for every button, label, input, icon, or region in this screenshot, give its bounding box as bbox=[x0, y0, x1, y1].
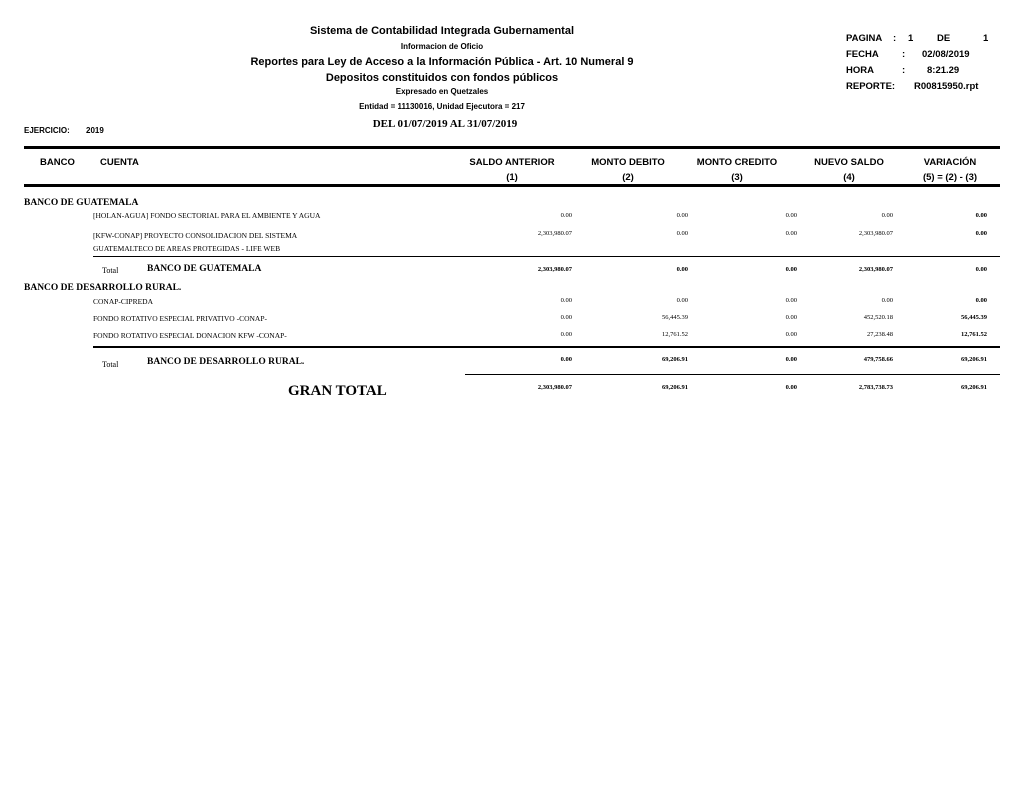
cell-debit: 0.00 bbox=[676, 230, 688, 237]
col-prev-balance-num: (1) bbox=[506, 172, 518, 183]
cell-new-balance: 0.00 bbox=[881, 297, 893, 304]
col-bank: BANCO bbox=[40, 157, 75, 168]
report-system-title: Sistema de Contabilidad Integrada Gubernamental bbox=[309, 25, 575, 37]
col-credit: MONTO CREDITO bbox=[696, 157, 778, 168]
exercise-label: EJERCICIO: bbox=[24, 126, 70, 135]
date-label: FECHA bbox=[846, 49, 879, 60]
total-credit: 0.00 bbox=[785, 356, 797, 363]
cell-new-balance: 27,238.48 bbox=[867, 331, 893, 338]
total-label: Total bbox=[102, 266, 119, 275]
cell-debit: 0.00 bbox=[676, 212, 688, 219]
total-debit: 0.00 bbox=[676, 266, 688, 273]
cell-prev-balance: 0.00 bbox=[560, 297, 572, 304]
cell-variation: 0.00 bbox=[975, 230, 987, 237]
col-account: CUENTA bbox=[100, 157, 139, 168]
report-name: Depositos constituidos con fondos públicos bbox=[325, 72, 559, 84]
cell-debit: 12,761.52 bbox=[662, 331, 688, 338]
col-debit-num: (2) bbox=[622, 172, 634, 183]
col-new-balance-num: (4) bbox=[843, 172, 855, 183]
account-name: [KFW-CONAP] PROYECTO CONSOLIDACION DEL SISTEMA bbox=[93, 231, 298, 240]
bank-name: BANCO DE GUATEMALA bbox=[24, 198, 139, 208]
cell-debit: 56,445.39 bbox=[662, 314, 688, 321]
total-prev-balance: 2,303,980.07 bbox=[537, 266, 572, 273]
subtotal-rule bbox=[93, 346, 1000, 348]
cell-credit: 0.00 bbox=[785, 297, 797, 304]
grand-total-new-balance: 2,783,738.73 bbox=[858, 384, 893, 391]
report-law-title: Reportes para Ley de Acceso a la Información Pública - Art. 10 Numeral 9 bbox=[250, 56, 634, 68]
cell-credit: 0.00 bbox=[785, 314, 797, 321]
report-file-label: REPORTE: bbox=[846, 81, 896, 92]
grand-total-label: GRAN TOTAL bbox=[288, 383, 387, 399]
grand-total-credit: 0.00 bbox=[785, 384, 797, 391]
date-value: 02/08/2019 bbox=[922, 49, 970, 60]
account-name: FONDO ROTATIVO ESPECIAL DONACION KFW -CONAP- bbox=[93, 331, 287, 340]
report-file-value: R00815950.rpt bbox=[914, 81, 979, 92]
total-bank-name: BANCO DE DESARROLLO RURAL. bbox=[147, 357, 305, 367]
total-variation: 0.00 bbox=[975, 266, 987, 273]
col-new-balance: NUEVO SALDO bbox=[814, 157, 884, 168]
grand-total-variation: 69,206.91 bbox=[961, 384, 987, 391]
cell-new-balance: 452,520.18 bbox=[863, 314, 893, 321]
header-bottom-rule bbox=[24, 184, 1000, 187]
page-number: 1 bbox=[908, 33, 914, 44]
date-sep: : bbox=[902, 49, 906, 60]
cell-debit: 0.00 bbox=[676, 297, 688, 304]
cell-prev-balance: 0.00 bbox=[560, 314, 572, 321]
header-top-rule bbox=[24, 146, 1000, 149]
cell-credit: 0.00 bbox=[785, 331, 797, 338]
bank-name: BANCO DE DESARROLLO RURAL. bbox=[24, 283, 182, 293]
grand-total-prev-balance: 2,303,980.07 bbox=[537, 384, 572, 391]
account-name: [HOLAN-AGUA] FONDO SECTORIAL PARA EL AMBIENTE Y AGUA bbox=[93, 211, 321, 220]
total-new-balance: 2,303,980.07 bbox=[858, 266, 893, 273]
cell-credit: 0.00 bbox=[785, 212, 797, 219]
col-credit-num: (3) bbox=[731, 172, 743, 183]
cell-prev-balance: 2,303,980.07 bbox=[537, 230, 572, 237]
period-range: DEL 01/07/2019 AL 31/07/2019 bbox=[372, 118, 518, 130]
total-prev-balance: 0.00 bbox=[560, 356, 572, 363]
time-label: HORA bbox=[846, 65, 874, 76]
page-total: 1 bbox=[983, 33, 989, 44]
entity-line: Entidad = 11130016, Unidad Ejecutora = 217 bbox=[359, 102, 525, 111]
page-of-label: DE bbox=[937, 33, 951, 44]
cell-variation: 0.00 bbox=[975, 212, 987, 219]
cell-new-balance: 2,303,980.07 bbox=[858, 230, 893, 237]
total-bank-name: BANCO DE GUATEMALA bbox=[147, 264, 262, 274]
cell-variation: 0.00 bbox=[975, 297, 987, 304]
col-variation: VARIACIÓN bbox=[923, 157, 977, 168]
exercise-value: 2019 bbox=[86, 126, 104, 135]
col-prev-balance: SALDO ANTERIOR bbox=[469, 157, 555, 168]
account-name-cont: GUATEMALTECO DE AREAS PROTEGIDAS - LIFE WEB bbox=[93, 244, 281, 253]
cell-prev-balance: 0.00 bbox=[560, 331, 572, 338]
cell-prev-balance: 0.00 bbox=[560, 212, 572, 219]
time-sep: : bbox=[902, 65, 906, 76]
grand-total-debit: 69,206.91 bbox=[662, 384, 688, 391]
total-label: Total bbox=[102, 360, 119, 369]
cell-variation: 56,445.39 bbox=[961, 314, 987, 321]
account-name: FONDO ROTATIVO ESPECIAL PRIVATIVO -CONAP- bbox=[93, 314, 267, 323]
page-sep: : bbox=[893, 33, 897, 44]
grand-total-rule bbox=[465, 374, 1000, 375]
account-name: CONAP-CIPREDA bbox=[93, 297, 154, 306]
col-variation-num: (5) = (2) - (3) bbox=[922, 172, 978, 183]
subtotal-rule bbox=[93, 256, 1000, 257]
page-label: PAGINA bbox=[846, 33, 883, 44]
total-credit: 0.00 bbox=[785, 266, 797, 273]
cell-new-balance: 0.00 bbox=[881, 212, 893, 219]
time-value: 8:21.29 bbox=[927, 65, 960, 76]
total-debit: 69,206.91 bbox=[662, 356, 688, 363]
report-subtitle: Informacion de Oficio bbox=[400, 42, 484, 51]
col-debit: MONTO DEBITO bbox=[591, 157, 665, 168]
cell-variation: 12,761.52 bbox=[961, 331, 987, 338]
total-new-balance: 479,758.66 bbox=[863, 356, 893, 363]
currency-note: Expresado en Quetzales bbox=[395, 87, 489, 96]
cell-credit: 0.00 bbox=[785, 230, 797, 237]
total-variation: 69,206.91 bbox=[961, 356, 987, 363]
